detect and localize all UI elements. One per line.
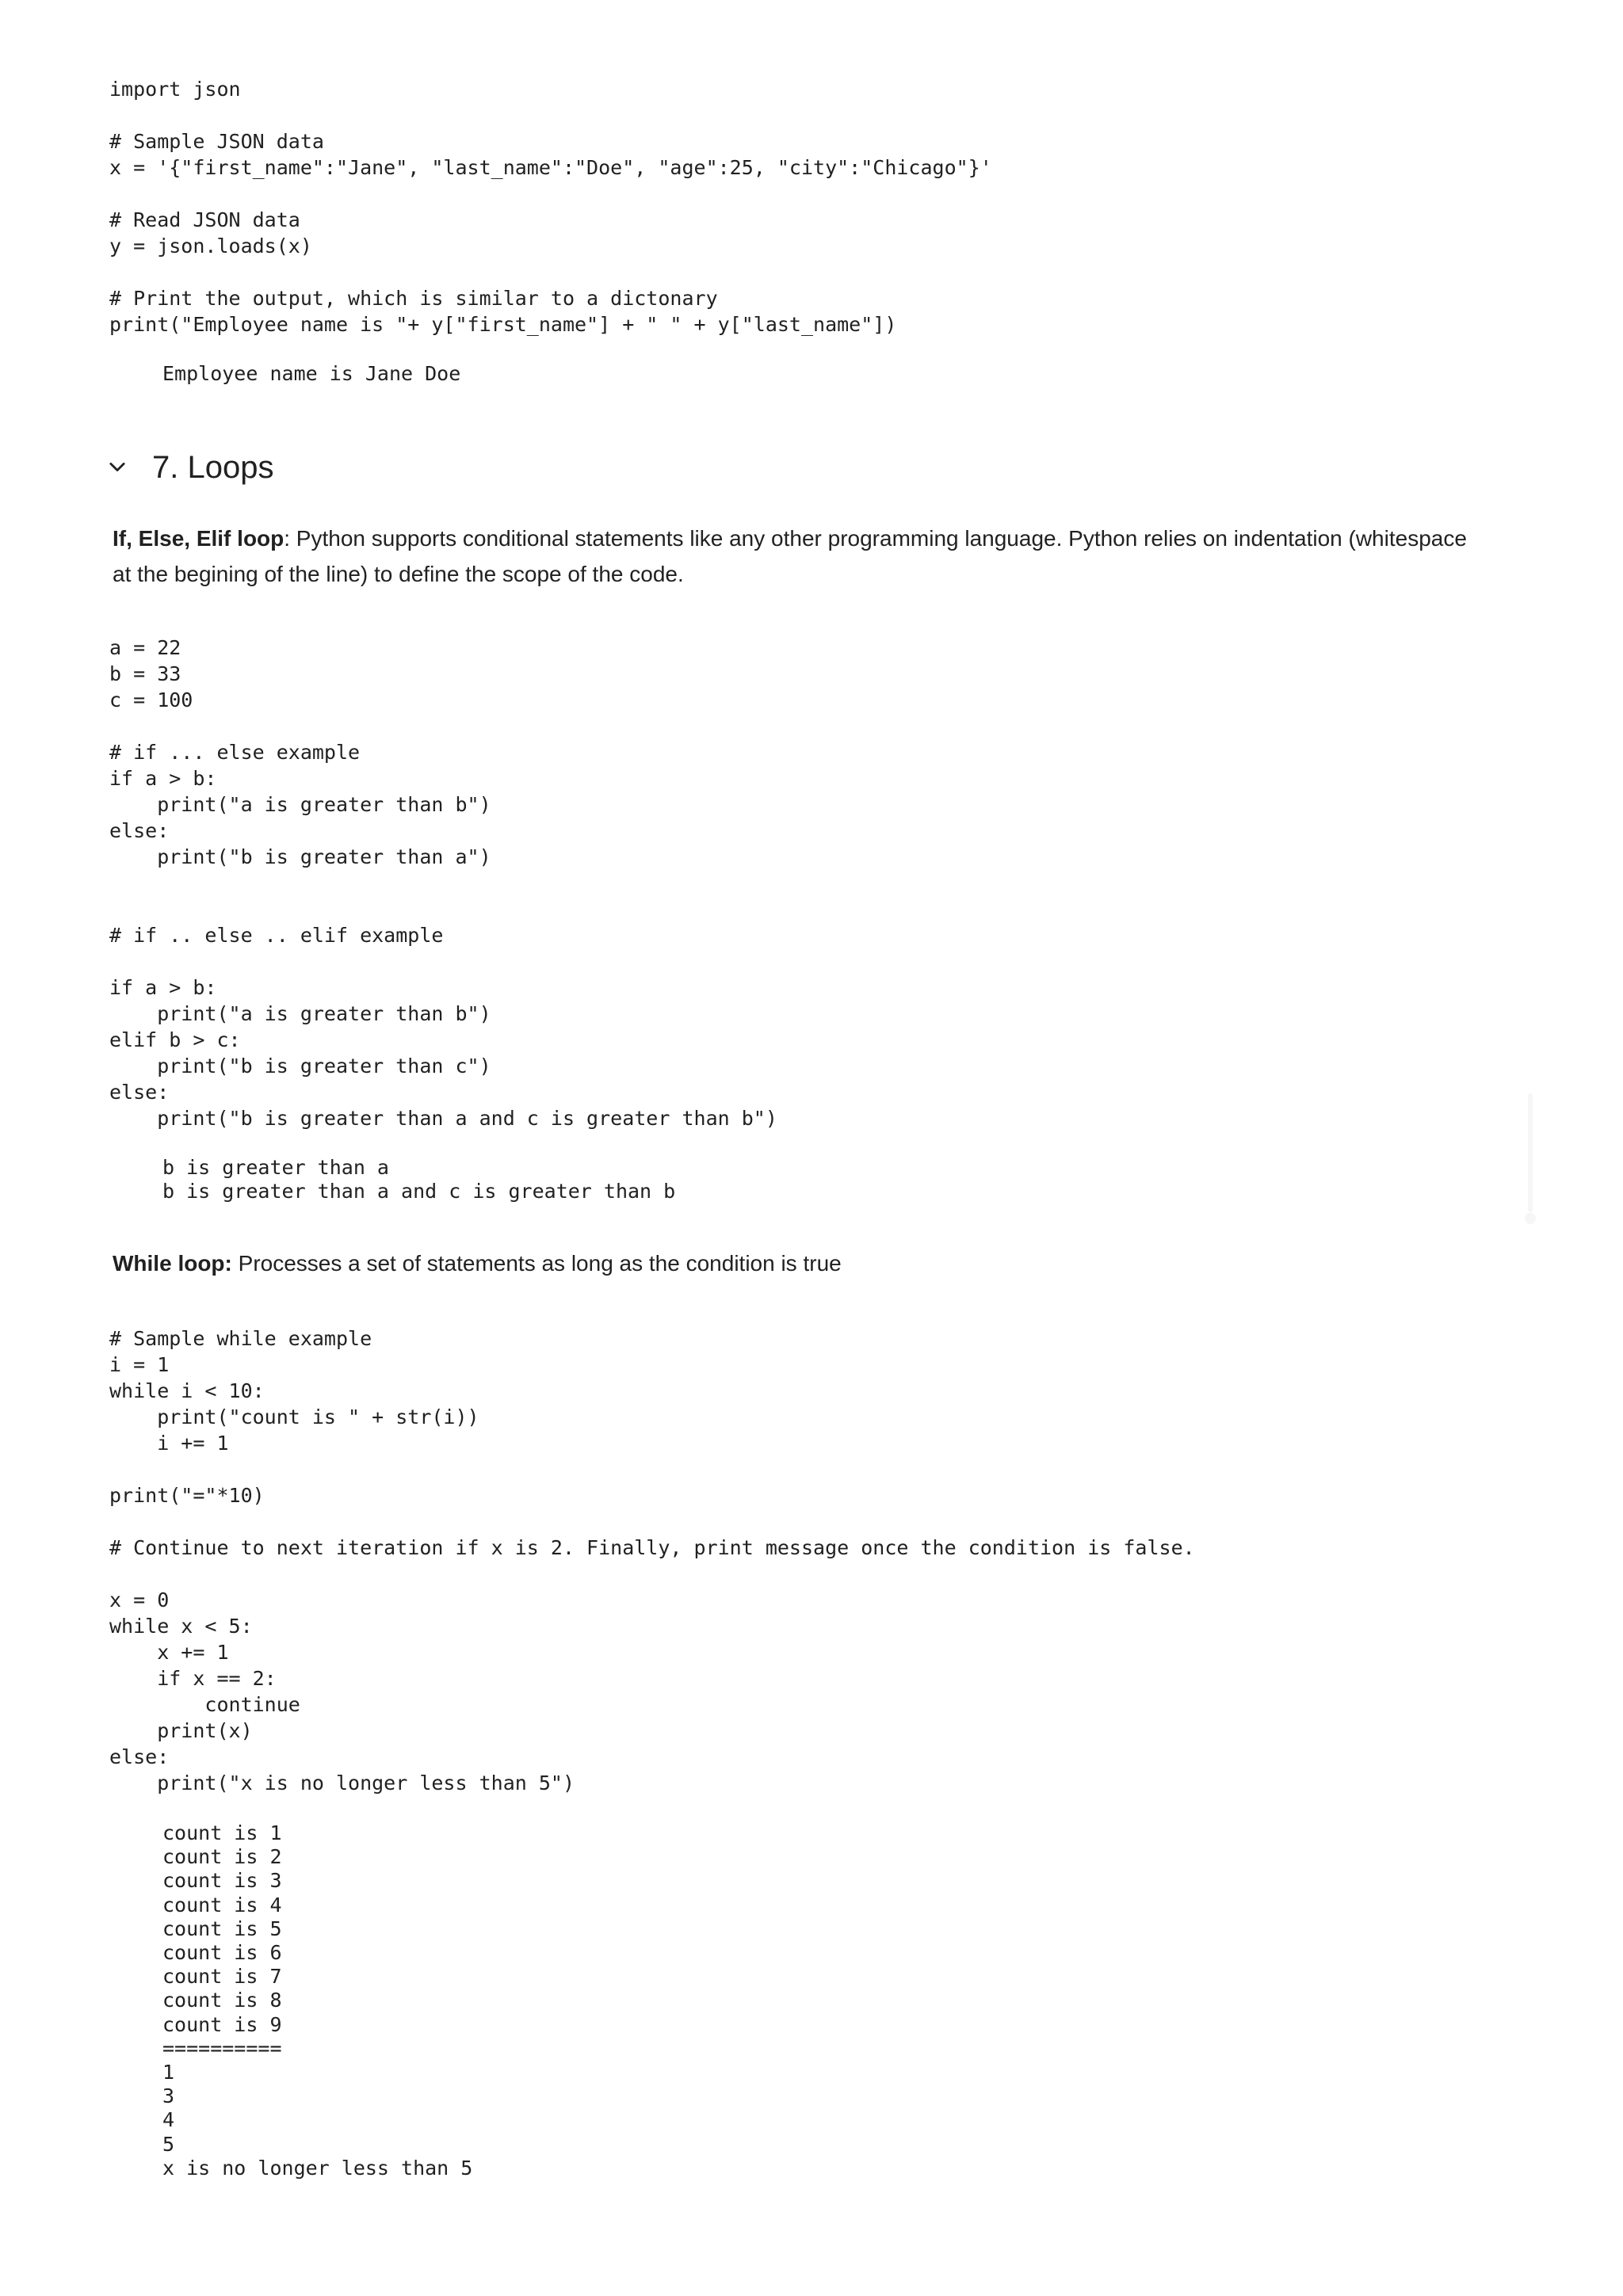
faint-watermark [1520, 1077, 1542, 1236]
while-code-cell[interactable] [109, 1325, 1195, 1796]
chevron-down-icon[interactable] [106, 456, 128, 479]
if-else-output-cell [162, 1156, 675, 1203]
while-output-cell [162, 1821, 472, 2180]
code-text: import json # Sample JSON data x = '{"first_name":"Jane", "last_name":"Doe", "age":25, "city":"Chicago"}' # Read JSON data y = json.loads(x) # Print the output, which is similar to a dictonary print("Employee name is "+ y["first_name"] + " " + y["last_name"]) [109, 78, 992, 336]
if-else-code-cell[interactable] [109, 635, 777, 1131]
if-else-title: If, Else, Elif loop [113, 526, 285, 551]
json-code-cell[interactable] [109, 76, 992, 338]
json-output-cell [162, 362, 460, 386]
if-else-description [113, 521, 1491, 592]
output-text: count is 1 count is 2 count is 3 count is 4 count is 5 count is 6 count is 7 count is 8 count is 9 ========== 1 3 4 5 x is no longer less than 5 [162, 1821, 473, 2180]
output-text: Employee name is Jane Doe [162, 362, 461, 385]
while-description [113, 1245, 1491, 1281]
while-text: Processes a set of statements as long as the condition is true [231, 1251, 842, 1276]
if-else-text: : Python supports conditional statements like any other programming language. Python relies on indentation (whitespace at the begining of the line) to define the scope of the code. [113, 526, 1467, 586]
section-heading[interactable] [106, 444, 273, 491]
while-title: While loop: [113, 1251, 232, 1276]
output-text: b is greater than a b is greater than a and c is greater than b [162, 1156, 676, 1203]
code-text: a = 22 b = 33 c = 100 # if ... else example if a > b: print("a is greater than b") else: print("b is greater than a") # if .. else .. elif example if a > b: print("a is greater than b") elif b > c: print("b is greater than c") else: print("b is greater than a and c is greater than b") [109, 636, 777, 1130]
section-title: 7. Loops [152, 449, 274, 485]
code-text: # Sample while example i = 1 while i < 10: print("count is " + str(i)) i += 1 print("="*10) # Continue to next iteration if x is 2. Finally, print message once the condition is false. x = 0 while x < 5: x += 1 if x == 2: continue print(x) else: print("x is no longer less than 5") [109, 1327, 1195, 1794]
